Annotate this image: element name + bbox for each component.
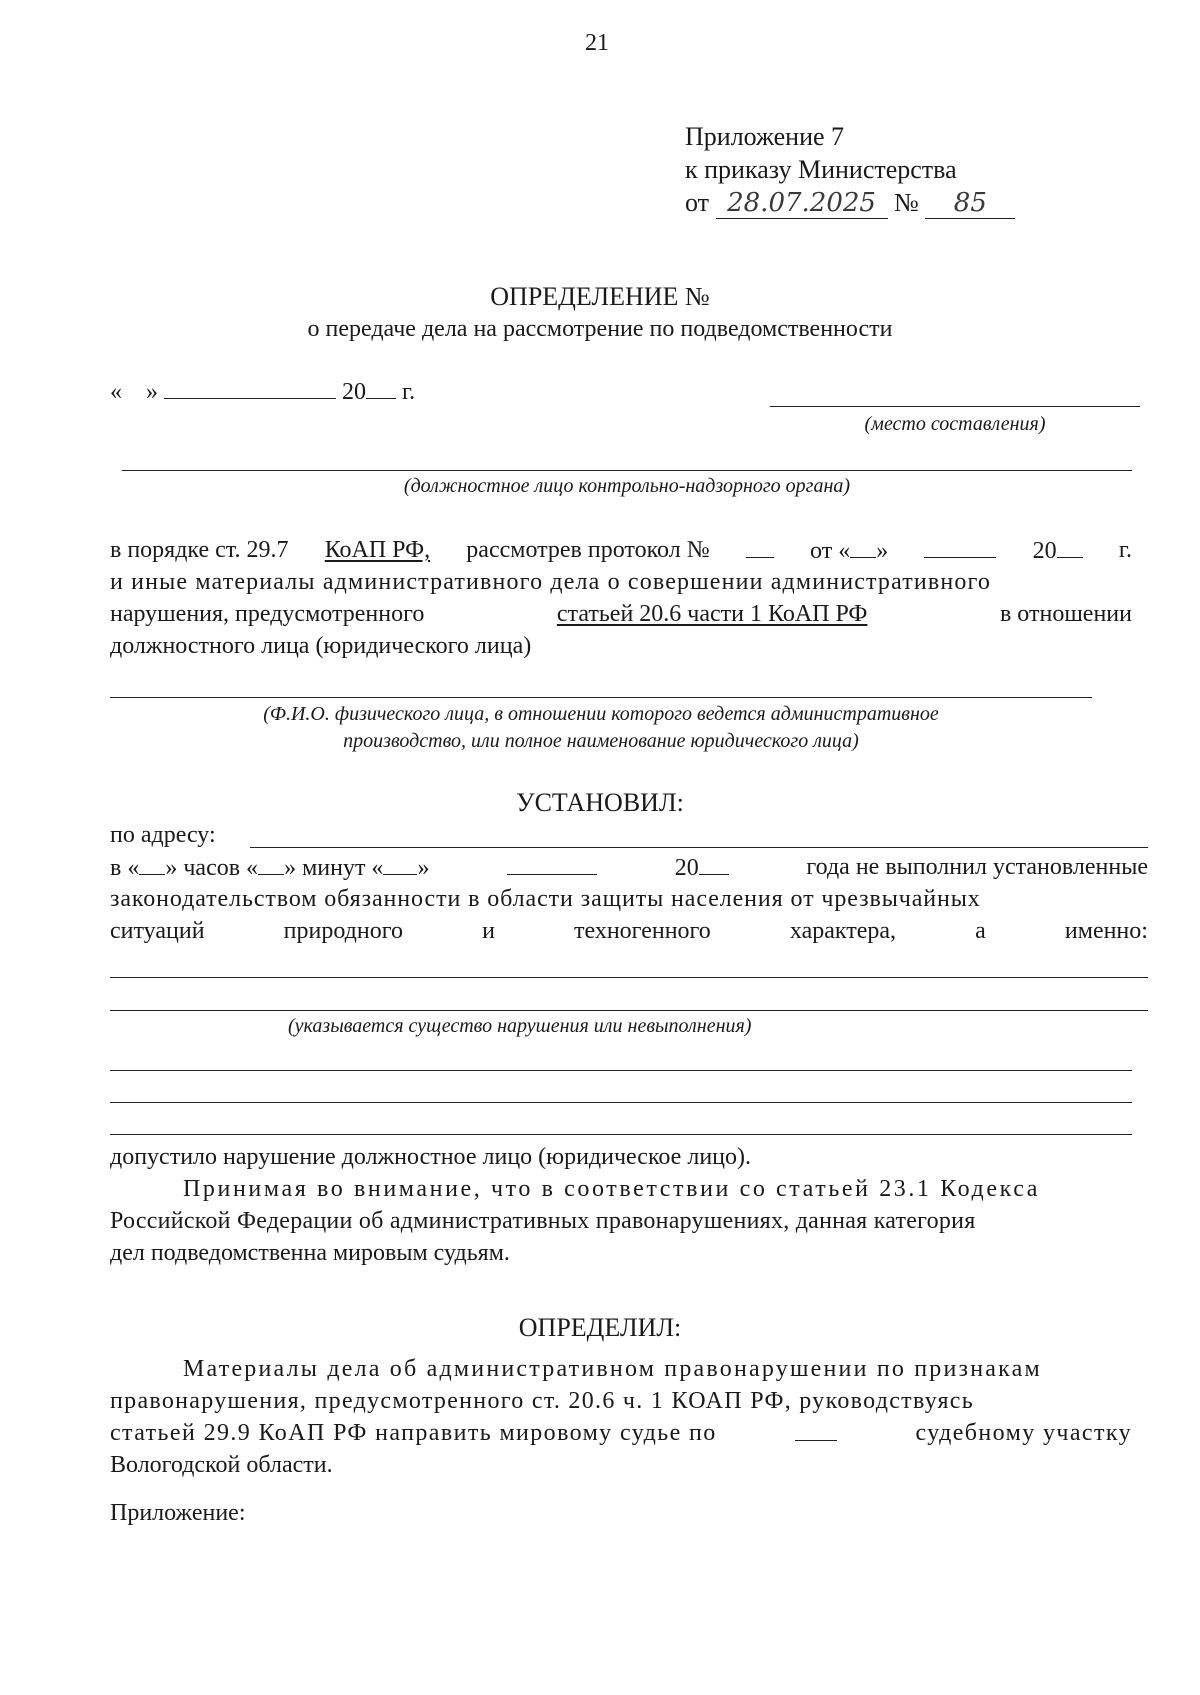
violation-line2 bbox=[110, 1010, 1148, 1011]
person-line bbox=[110, 697, 1092, 698]
decided-line3-end: судебному участку bbox=[915, 1420, 1132, 1446]
word: природного bbox=[283, 918, 403, 944]
hours-blank bbox=[139, 854, 165, 875]
document-title: ОПРЕДЕЛЕНИЕ № bbox=[490, 282, 710, 311]
violation-line4 bbox=[110, 1102, 1132, 1103]
appendix-number-sign: № bbox=[894, 188, 919, 217]
consider-line1-text: Принимая во внимание, что в соответствии со статьей 23.1 Кодекса bbox=[183, 1176, 1041, 1202]
word: и bbox=[482, 918, 495, 944]
address-label: по адресу: bbox=[110, 822, 216, 848]
protocol-number-blank bbox=[746, 537, 774, 558]
para1-from: от « bbox=[810, 538, 851, 564]
date-quote-close: » bbox=[146, 379, 158, 405]
article-reference: статьей 20.6 части 1 КоАП РФ bbox=[556, 601, 868, 627]
violation-line5 bbox=[110, 1134, 1132, 1135]
established-heading: УСТАНОВИЛ: bbox=[516, 788, 684, 817]
word: ситуаций bbox=[110, 918, 205, 944]
decided-heading: ОПРЕДЕЛИЛ: bbox=[518, 1313, 682, 1342]
time-line bbox=[110, 854, 1148, 882]
violation-line1 bbox=[110, 977, 1148, 978]
time-year: 20 bbox=[674, 855, 699, 881]
para1-line2 bbox=[110, 569, 1132, 596]
para1-close: » bbox=[876, 538, 889, 564]
order-date-field bbox=[716, 188, 888, 219]
established-line3-text: законодательством обязанности в области защиты населения от чрезвычайных bbox=[110, 886, 981, 912]
protocol-month-blank bbox=[924, 537, 996, 558]
closing-line: допустило нарушение должностное лицо (юридическое лицо). bbox=[110, 1144, 751, 1170]
date-month-blank bbox=[164, 378, 336, 399]
official-line bbox=[122, 470, 1132, 471]
minutes-blank bbox=[258, 854, 284, 875]
date-year: 20 bbox=[342, 379, 366, 405]
para1-line4: должностного лица (юридического лица) bbox=[110, 633, 532, 659]
document-subtitle: о передаче дела на рассмотрение по подведомственности bbox=[307, 316, 893, 342]
place-line bbox=[770, 406, 1140, 407]
para1-year: 20 bbox=[1032, 538, 1057, 564]
appendix-date-line bbox=[685, 188, 1015, 219]
appendix-line1: Приложение 7 bbox=[685, 122, 845, 151]
para1-line3-end: в отношении bbox=[999, 601, 1132, 627]
court-district-blank bbox=[795, 1420, 837, 1441]
para1-protocol: рассмотрев протокол № bbox=[466, 537, 710, 563]
attachment-label: Приложение: bbox=[110, 1500, 246, 1526]
person-caption-line2: производство, или полное наименование юридического лица) bbox=[343, 730, 859, 752]
time-p2: » часов « bbox=[165, 855, 259, 881]
order-date: 28.07.2025 bbox=[727, 188, 876, 218]
established-line4 bbox=[110, 918, 1148, 945]
violation-caption: (указывается существо нарушения или невыполнения) bbox=[288, 1015, 752, 1037]
word: техногенного bbox=[574, 918, 711, 944]
protocol-day-blank bbox=[850, 537, 876, 558]
consider-line3: дел подведомственна мировым судьям. bbox=[110, 1240, 510, 1266]
page-number: 21 bbox=[585, 30, 609, 56]
para1-line2-text: и иные материалы административного дела о совершении административного bbox=[110, 569, 992, 595]
time-p6: года не выполнил установленные bbox=[806, 854, 1148, 880]
date-row bbox=[110, 378, 415, 406]
appendix-line2: к приказу Министерства bbox=[685, 155, 957, 184]
para1-line3 bbox=[110, 601, 1132, 628]
date-quote-open: « bbox=[110, 379, 122, 405]
para1-line1 bbox=[110, 537, 1132, 565]
koap-reference: КоАП РФ, bbox=[324, 537, 431, 563]
time-p3: » минут « bbox=[284, 855, 384, 881]
decided-line2-text: правонарушения, предусмотренного ст. 20.6 ч. 1 КОАП РФ, руководствуясь bbox=[110, 1388, 975, 1414]
day-blank bbox=[383, 854, 417, 875]
consider-line2 bbox=[110, 1208, 1148, 1235]
word: именно: bbox=[1064, 918, 1148, 944]
year-blank bbox=[699, 854, 729, 875]
word: а bbox=[975, 918, 986, 944]
word: характера, bbox=[789, 918, 897, 944]
decided-line2 bbox=[110, 1388, 1132, 1415]
decided-line4: Вологодской области. bbox=[110, 1452, 333, 1478]
person-caption-line1: (Ф.И.О. физического лица, в отношении которого ведется административное bbox=[263, 703, 939, 725]
para1-g: г. bbox=[1118, 537, 1132, 563]
para1-text: в порядке ст. 29.7 bbox=[110, 537, 289, 563]
order-number: 85 bbox=[953, 188, 987, 218]
decided-line1 bbox=[183, 1356, 1132, 1383]
consider-line2-text: Российской Федерации об административных правонарушениях, данная категория bbox=[110, 1208, 976, 1234]
consider-line1 bbox=[183, 1176, 1148, 1203]
date-year-blank bbox=[366, 378, 396, 399]
decided-line3 bbox=[110, 1420, 1132, 1447]
month-blank bbox=[507, 854, 597, 875]
order-number-field bbox=[925, 188, 1015, 219]
protocol-year-blank bbox=[1057, 537, 1083, 558]
para1-line3-text: нарушения, предусмотренного bbox=[110, 601, 425, 627]
decided-line1-text: Материалы дела об административном правонарушении по признакам bbox=[183, 1356, 1042, 1382]
appendix-from: от bbox=[685, 188, 710, 217]
place-caption: (место составления) bbox=[864, 413, 1046, 435]
date-year-suffix: г. bbox=[402, 379, 416, 405]
time-p1: в « bbox=[110, 855, 140, 881]
address-line bbox=[250, 847, 1148, 848]
time-p4: » bbox=[417, 855, 430, 881]
established-line3 bbox=[110, 886, 1148, 913]
official-caption: (должностное лицо контрольно-надзорного органа) bbox=[403, 475, 851, 497]
decided-line3-text: статьей 29.9 КоАП РФ направить мировому судье по bbox=[110, 1420, 717, 1446]
violation-line3 bbox=[110, 1070, 1132, 1071]
